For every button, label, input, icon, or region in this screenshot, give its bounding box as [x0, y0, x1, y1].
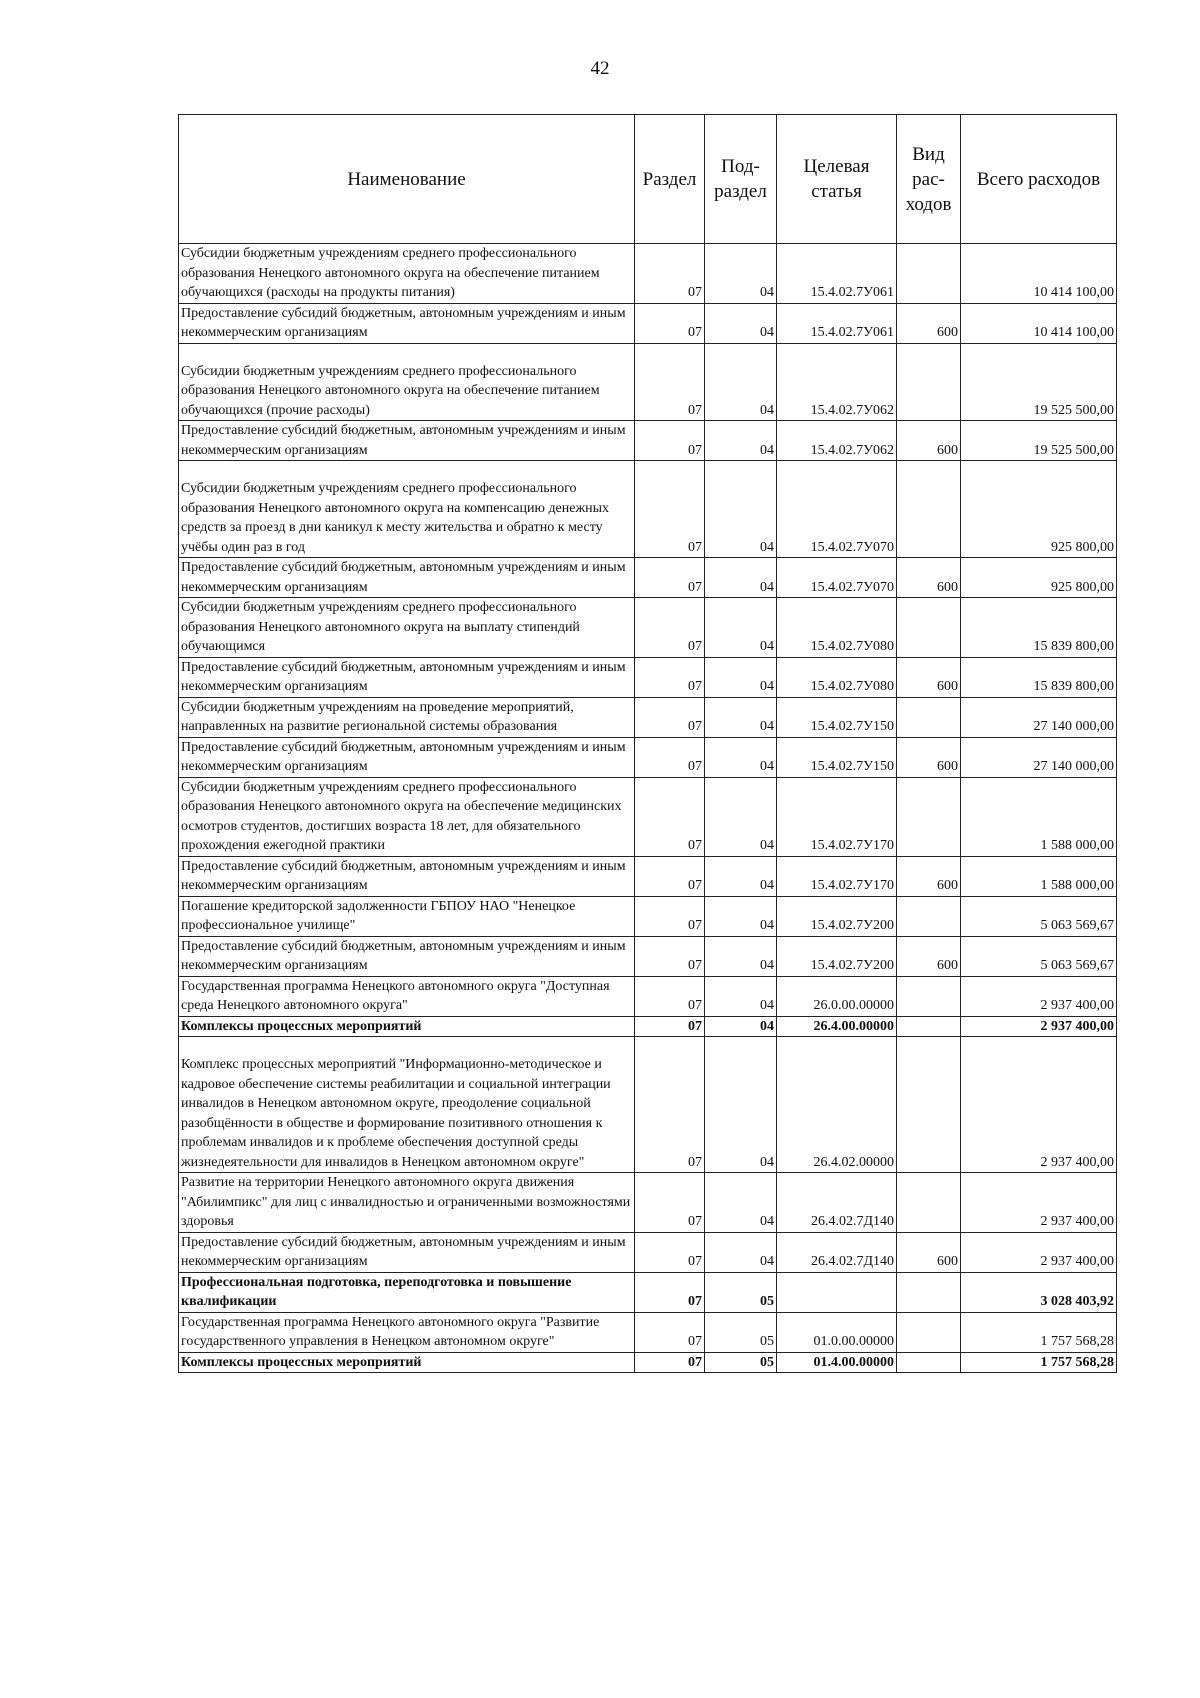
row-total: 19 525 500,00: [961, 421, 1117, 461]
row-subsection: 05: [705, 1272, 777, 1312]
row-name: Субсидии бюджетным учреждениям среднего профессионального образования Ненецкого автономного округа на обеспечение питанием обучающихся (расходы на продукты питания): [179, 244, 635, 304]
row-target-article: 26.4.02.7Д140: [777, 1232, 897, 1272]
page-number: 42: [590, 58, 610, 79]
row-expense-kind: [897, 697, 961, 737]
row-target-article: 15.4.02.7У070: [777, 461, 897, 558]
row-name: Предоставление субсидий бюджетным, автономным учреждениям и иным некоммерческим организациям: [179, 737, 635, 777]
row-section: 07: [635, 777, 705, 856]
row-name: Погашение кредиторской задолженности ГБПОУ НАО "Ненецкое профессиональное училище": [179, 896, 635, 936]
table-row: [179, 657, 1117, 697]
row-section: 07: [635, 936, 705, 976]
row-section: 07: [635, 598, 705, 658]
row-expense-kind: 600: [897, 421, 961, 461]
row-target-article: [777, 1272, 897, 1312]
row-subsection: 04: [705, 896, 777, 936]
row-subsection: 04: [705, 856, 777, 896]
table-row: [179, 697, 1117, 737]
row-section: 07: [635, 1232, 705, 1272]
table-row: [179, 303, 1117, 343]
table-row: [179, 896, 1117, 936]
row-subsection: 04: [705, 976, 777, 1016]
row-subsection: 04: [705, 598, 777, 658]
row-name: Комплексы процессных мероприятий: [179, 1016, 635, 1037]
row-target-article: 26.4.02.7Д140: [777, 1173, 897, 1233]
row-section: 07: [635, 461, 705, 558]
row-total: 10 414 100,00: [961, 244, 1117, 304]
row-name: Предоставление субсидий бюджетным, автономным учреждениям и иным некоммерческим организациям: [179, 303, 635, 343]
row-target-article: 15.4.02.7У061: [777, 303, 897, 343]
row-target-article: 15.4.02.7У170: [777, 777, 897, 856]
row-total: 5 063 569,67: [961, 896, 1117, 936]
table-body: [179, 244, 1117, 1373]
row-name: Предоставление субсидий бюджетным, автономным учреждениям и иным некоммерческим организациям: [179, 856, 635, 896]
row-section: 07: [635, 558, 705, 598]
row-target-article: 15.4.02.7У062: [777, 343, 897, 421]
row-name: Субсидии бюджетным учреждениям среднего профессионального образования Ненецкого автономного округа на компенсацию денежных средств за проезд в дни каникул к месту жительства и обратно к месту учёбы один раз в год: [179, 461, 635, 558]
row-target-article: 15.4.02.7У150: [777, 737, 897, 777]
row-section: 07: [635, 1173, 705, 1233]
row-target-article: 26.0.00.00000: [777, 976, 897, 1016]
row-expense-kind: [897, 1016, 961, 1037]
row-expense-kind: 600: [897, 737, 961, 777]
row-section: 07: [635, 976, 705, 1016]
row-total: 19 525 500,00: [961, 343, 1117, 421]
table-row: [179, 777, 1117, 856]
row-name: Государственная программа Ненецкого автономного округа "Развитие государственного управления в Ненецком автономном округе": [179, 1312, 635, 1352]
row-expense-kind: [897, 461, 961, 558]
table-row: [179, 343, 1117, 421]
row-section: 07: [635, 303, 705, 343]
row-total: 2 937 400,00: [961, 1173, 1117, 1233]
table-row: [179, 461, 1117, 558]
row-expense-kind: [897, 976, 961, 1016]
row-target-article: 15.4.02.7У062: [777, 421, 897, 461]
row-subsection: 05: [705, 1352, 777, 1373]
row-subsection: 05: [705, 1312, 777, 1352]
row-total: 2 937 400,00: [961, 976, 1117, 1016]
row-expense-kind: [897, 1037, 961, 1173]
row-subsection: 04: [705, 936, 777, 976]
row-total: 925 800,00: [961, 558, 1117, 598]
row-target-article: 15.4.02.7У200: [777, 936, 897, 976]
row-subsection: 04: [705, 777, 777, 856]
table-row: [179, 1016, 1117, 1037]
row-target-article: 26.4.02.00000: [777, 1037, 897, 1173]
row-total: 5 063 569,67: [961, 936, 1117, 976]
row-target-article: 15.4.02.7У070: [777, 558, 897, 598]
row-name: Предоставление субсидий бюджетным, автономным учреждениям и иным некоммерческим организациям: [179, 657, 635, 697]
table-row: [179, 598, 1117, 658]
row-name: Предоставление субсидий бюджетным, автономным учреждениям и иным некоммерческим организациям: [179, 936, 635, 976]
row-section: 07: [635, 856, 705, 896]
row-subsection: 04: [705, 461, 777, 558]
row-subsection: 04: [705, 737, 777, 777]
row-section: 07: [635, 1037, 705, 1173]
table-row: [179, 244, 1117, 304]
row-subsection: 04: [705, 1173, 777, 1233]
row-target-article: 15.4.02.7У080: [777, 657, 897, 697]
row-name: Субсидии бюджетным учреждениям среднего профессионального образования Ненецкого автономного округа на выплату стипендий обучающимся: [179, 598, 635, 658]
row-target-article: 15.4.02.7У200: [777, 896, 897, 936]
row-target-article: 15.4.02.7У080: [777, 598, 897, 658]
row-target-article: 01.0.00.00000: [777, 1312, 897, 1352]
row-subsection: 04: [705, 697, 777, 737]
row-total: 2 937 400,00: [961, 1037, 1117, 1173]
row-total: 15 839 800,00: [961, 657, 1117, 697]
row-target-article: 15.4.02.7У170: [777, 856, 897, 896]
row-name: Субсидии бюджетным учреждениям среднего профессионального образования Ненецкого автономного округа на обеспечение медицинских осмотров студентов, достигших возраста 18 лет, для обязательного прохождения ежегодной практики: [179, 777, 635, 856]
row-total: 27 140 000,00: [961, 697, 1117, 737]
row-expense-kind: 600: [897, 1232, 961, 1272]
table-row: [179, 1312, 1117, 1352]
row-subsection: 04: [705, 1037, 777, 1173]
row-section: 07: [635, 343, 705, 421]
header-subsection: Под-раздел: [705, 115, 777, 244]
header-expense-kind: Вид рас-ходов: [897, 115, 961, 244]
row-expense-kind: 600: [897, 936, 961, 976]
row-subsection: 04: [705, 421, 777, 461]
table-row: [179, 1037, 1117, 1173]
table-row: [179, 737, 1117, 777]
row-name: Субсидии бюджетным учреждениям на проведение мероприятий, направленных на развитие региональной системы образования: [179, 697, 635, 737]
row-total: 1 588 000,00: [961, 777, 1117, 856]
row-total: 10 414 100,00: [961, 303, 1117, 343]
row-subsection: 04: [705, 343, 777, 421]
table-row: [179, 976, 1117, 1016]
row-name: Предоставление субсидий бюджетным, автономным учреждениям и иным некоммерческим организациям: [179, 558, 635, 598]
row-section: 07: [635, 896, 705, 936]
row-target-article: 15.4.02.7У150: [777, 697, 897, 737]
table-row: [179, 1232, 1117, 1272]
row-section: 07: [635, 1352, 705, 1373]
row-target-article: 15.4.02.7У061: [777, 244, 897, 304]
row-expense-kind: 600: [897, 303, 961, 343]
row-expense-kind: [897, 1352, 961, 1373]
table-row: [179, 1173, 1117, 1233]
row-name: Предоставление субсидий бюджетным, автономным учреждениям и иным некоммерческим организациям: [179, 421, 635, 461]
row-subsection: 04: [705, 657, 777, 697]
row-expense-kind: [897, 1173, 961, 1233]
row-total: 1 757 568,28: [961, 1352, 1117, 1373]
row-expense-kind: [897, 896, 961, 936]
budget-table: [178, 114, 1117, 1373]
table-row: [179, 558, 1117, 598]
row-total: 2 937 400,00: [961, 1016, 1117, 1037]
row-section: 07: [635, 1272, 705, 1312]
row-total: 2 937 400,00: [961, 1232, 1117, 1272]
header-total-expenses: Всего расходов: [961, 115, 1117, 244]
row-section: 07: [635, 737, 705, 777]
row-section: 07: [635, 244, 705, 304]
table-row: [179, 936, 1117, 976]
header-name: Наименование: [179, 115, 635, 244]
row-expense-kind: [897, 343, 961, 421]
table-header-row: [179, 115, 1117, 244]
header-section: Раздел: [635, 115, 705, 244]
table-row: [179, 1352, 1117, 1373]
row-name: Комплекс процессных мероприятий "Информационно-методическое и кадровое обеспечение системы реабилитации и социальной интеграции инвалидов в Ненецком автономном округе, преодоление социальной разобщённости в обществе и формирование позитивного отношения к проблемам инвалидов и к проблеме обеспечения доступной среды жизнедеятельности для инвалидов в Ненецком автономном округе": [179, 1037, 635, 1173]
row-subsection: 04: [705, 558, 777, 598]
row-total: 3 028 403,92: [961, 1272, 1117, 1312]
row-expense-kind: [897, 777, 961, 856]
row-target-article: 01.4.00.00000: [777, 1352, 897, 1373]
row-subsection: 04: [705, 303, 777, 343]
row-total: 1 757 568,28: [961, 1312, 1117, 1352]
header-target-article: Целевая статья: [777, 115, 897, 244]
row-section: 07: [635, 697, 705, 737]
row-name: Профессиональная подготовка, переподготовка и повышение квалификации: [179, 1272, 635, 1312]
row-section: 07: [635, 421, 705, 461]
row-expense-kind: [897, 1312, 961, 1352]
row-total: 1 588 000,00: [961, 856, 1117, 896]
row-name: Предоставление субсидий бюджетным, автономным учреждениям и иным некоммерческим организациям: [179, 1232, 635, 1272]
row-name: Развитие на территории Ненецкого автономного округа движения "Абилимпикс" для лиц с инвалидностью и ограниченными возможностями здоровья: [179, 1173, 635, 1233]
row-section: 07: [635, 1312, 705, 1352]
row-total: 15 839 800,00: [961, 598, 1117, 658]
row-expense-kind: [897, 244, 961, 304]
table-row: [179, 1272, 1117, 1312]
row-subsection: 04: [705, 244, 777, 304]
row-subsection: 04: [705, 1016, 777, 1037]
row-section: 07: [635, 657, 705, 697]
row-expense-kind: [897, 1272, 961, 1312]
row-name: Комплексы процессных мероприятий: [179, 1352, 635, 1373]
row-expense-kind: 600: [897, 856, 961, 896]
row-name: Субсидии бюджетным учреждениям среднего профессионального образования Ненецкого автономного округа на обеспечение питанием обучающихся (прочие расходы): [179, 343, 635, 421]
row-section: 07: [635, 1016, 705, 1037]
row-subsection: 04: [705, 1232, 777, 1272]
row-name: Государственная программа Ненецкого автономного округа "Доступная среда Ненецкого автономного округа": [179, 976, 635, 1016]
row-expense-kind: [897, 598, 961, 658]
table-row: [179, 421, 1117, 461]
row-expense-kind: 600: [897, 657, 961, 697]
row-total: 27 140 000,00: [961, 737, 1117, 777]
row-target-article: 26.4.00.00000: [777, 1016, 897, 1037]
row-expense-kind: 600: [897, 558, 961, 598]
row-total: 925 800,00: [961, 461, 1117, 558]
table-row: [179, 856, 1117, 896]
